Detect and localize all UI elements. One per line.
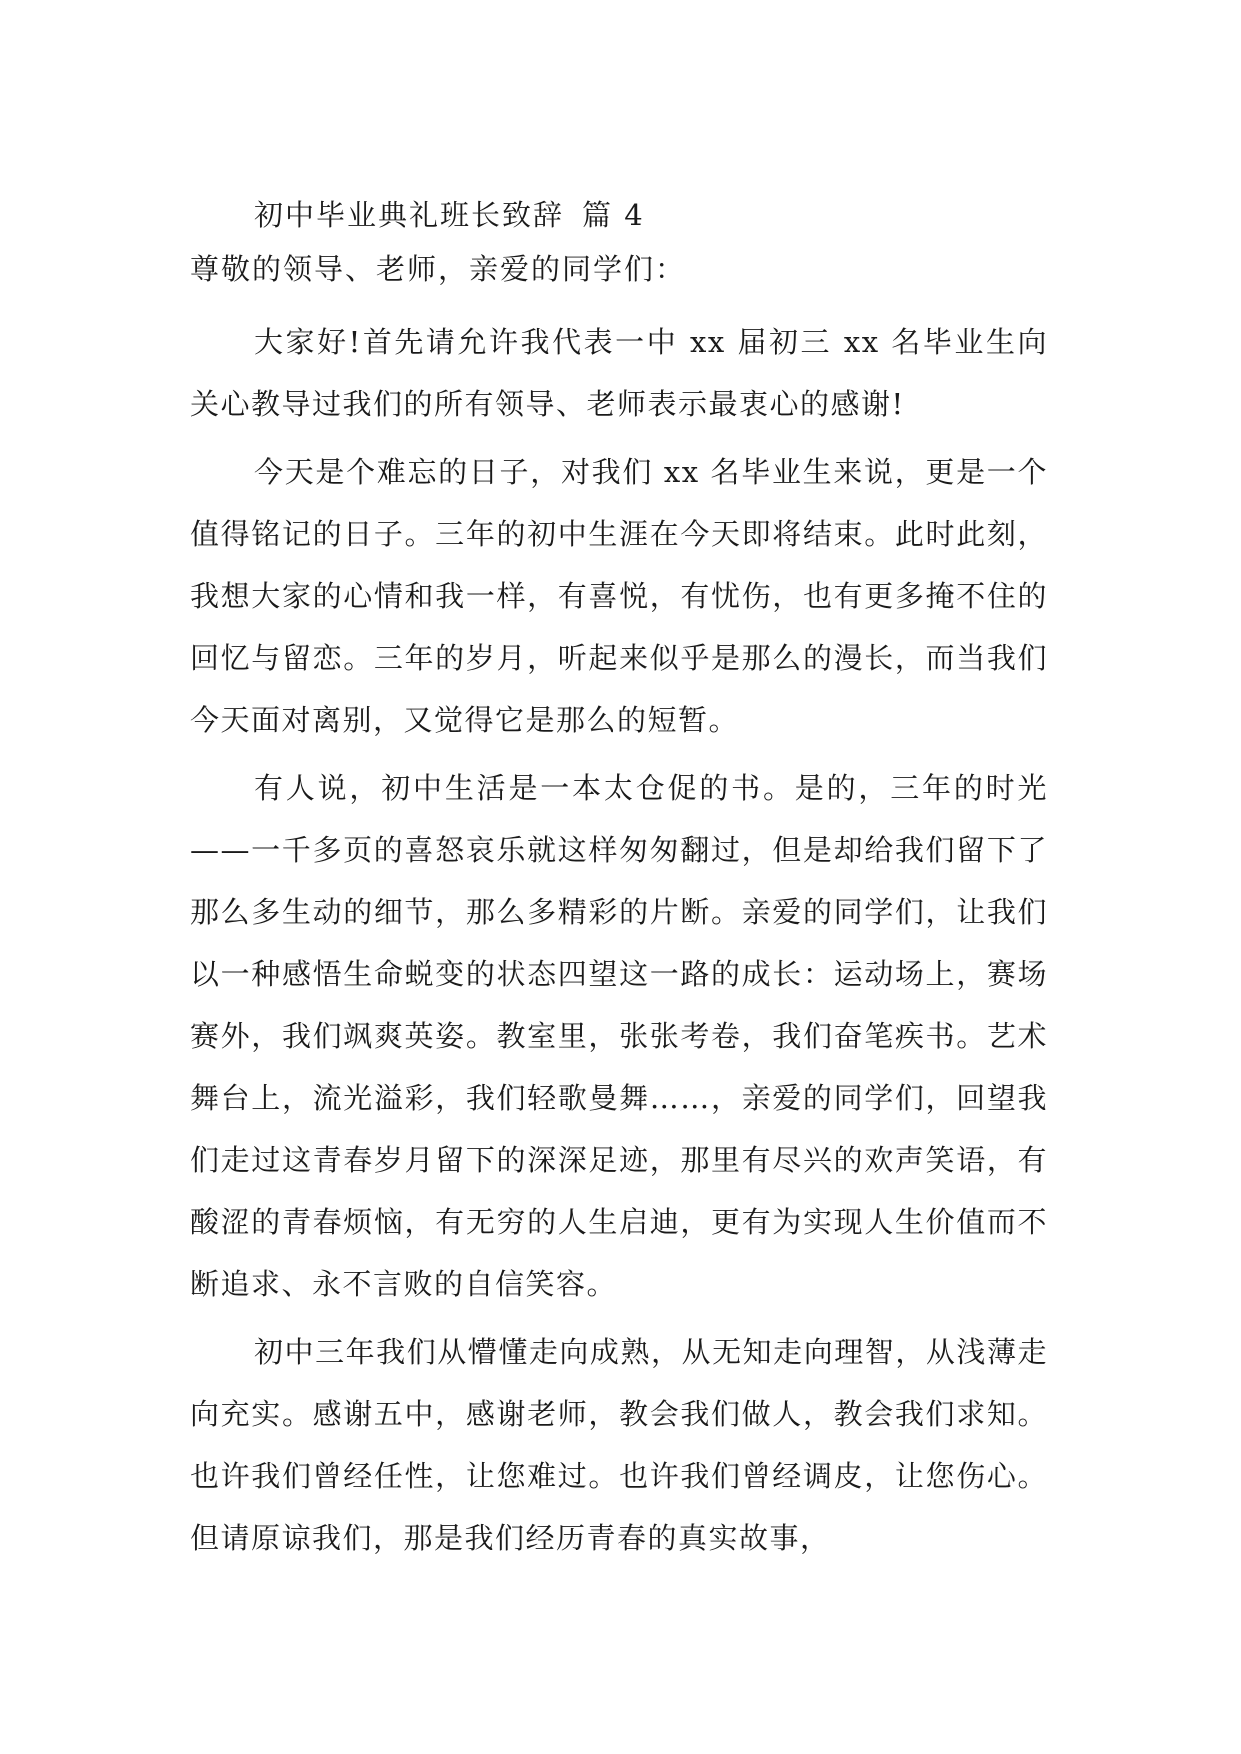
title-main: 初中毕业典礼班长致辞: [254, 198, 565, 232]
paragraph: 今天是个难忘的日子，对我们 xx 名毕业生来说，更是一个值得铭记的日子。三年的初中生涯在今天即将结束。此时此刻，我想大家的心情和我一样，有喜悦，有忧伤，也有更多掩不住的回忆与留恋。三年的岁月，听起来似乎是那么的漫长，而当我们今天面对离别，又觉得它是那么的短暂。: [190, 455, 1048, 737]
paragraph: 大家好!首先请允许我代表一中 xx 届初三 xx 名毕业生向关心教导过我们的所有领导、老师表示最衷心的感谢!: [190, 325, 1048, 421]
paragraph: 初中三年我们从懵懂走向成熟，从无知走向理智，从浅薄走向充实。感谢五中，感谢老师，教会我们做人，教会我们求知。也许我们曾经任性，让您难过。也许我们曾经调皮，让您伤心。但请原谅我们，那是我们经历青春的真实故事，: [190, 1335, 1048, 1555]
title-section: 篇 4: [582, 198, 645, 232]
paragraph: 有人说，初中生活是一本太仓促的书。是的，三年的时光——一千多页的喜怒哀乐就这样匆匆翻过，但是却给我们留下了那么多生动的细节，那么多精彩的片断。亲爱的同学们，让我们以一种感悟生命蜕变的状态四望这一路的成长：运动场上，赛场赛外，我们飒爽英姿。教室里，张张考卷，我们奋笔疾书。艺术舞台上，流光溢彩，我们轻歌曼舞……，亲爱的同学们，回望我们走过这青春岁月留下的深深足迹，那里有尽兴的欢声笑语，有酸涩的青春烦恼，有无穷的人生启迪，更有为实现人生价值而不断追求、永不言败的自信笑容。: [190, 771, 1048, 1301]
document-body: [190, 195, 1048, 1575]
salutation: 尊敬的领导、老师，亲爱的同学们：: [190, 252, 687, 286]
document-title: [190, 195, 1048, 235]
